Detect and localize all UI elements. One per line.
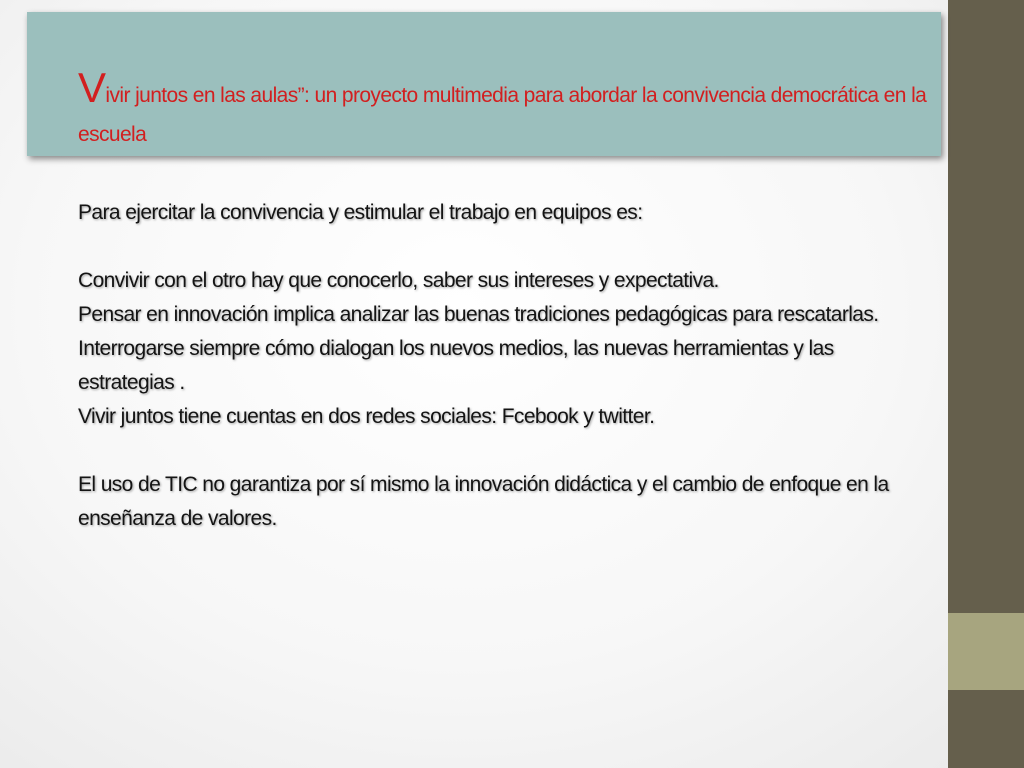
spacer	[78, 230, 928, 264]
point-item: Pensar en innovación implica analizar las buenas tradiciones pedagógicas para rescatarlas.	[78, 303, 879, 326]
conclusion-line: El uso de TIC no garantiza por sí mismo la innovación didáctica y el cambio de enfoque en la enseñanza de valores.	[78, 473, 889, 530]
point-item: Interrogarse siempre cómo dialogan los nuevos medios, las nuevas herramientas y las estrategias .	[78, 337, 834, 394]
point-item: Convivir con el otro hay que conocerlo, saber sus intereses y expectativa.	[78, 269, 719, 292]
sidebar-accent-block	[948, 613, 1024, 690]
point-item: Vivir juntos tiene cuentas en dos redes sociales: Fcebook y twitter.	[78, 405, 655, 428]
intro-line: Para ejercitar la convivencia y estimular el trabajo en equipos es:	[78, 201, 643, 224]
title-text: ivir juntos en las aulas”: un proyecto multimedia para abordar la convivencia democrática en la escuela	[78, 84, 927, 146]
title-initial: V	[78, 64, 106, 111]
slide-title	[78, 64, 928, 154]
spacer	[78, 434, 928, 468]
slide-body	[78, 196, 928, 536]
